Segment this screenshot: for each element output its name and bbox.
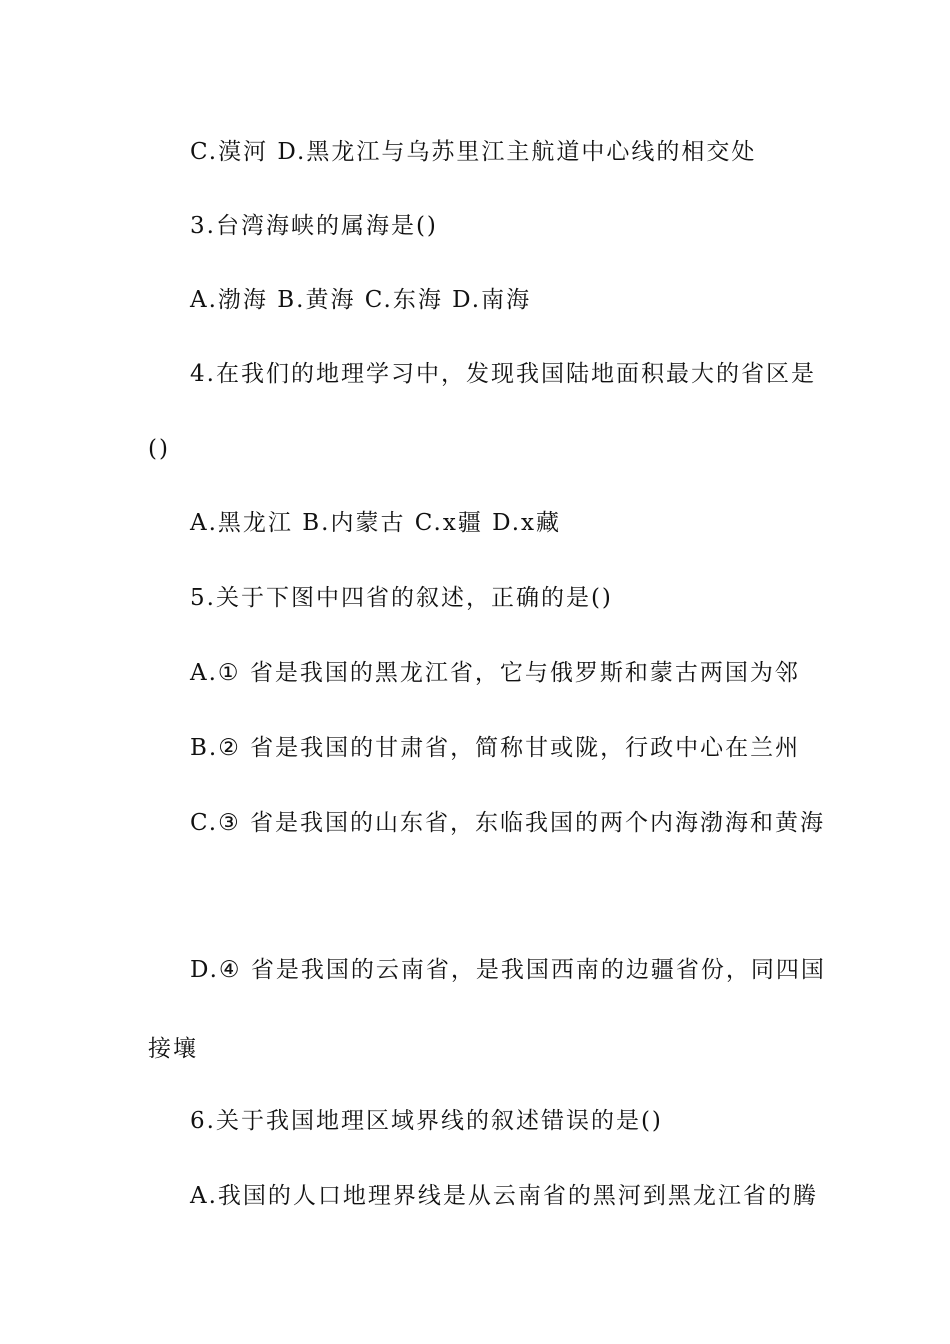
question-5: 5.关于下图中四省的叙述，正确的是() [190,585,613,611]
answer-options-q4: A.黑龙江 B.内蒙古 C.x疆 D.x藏 [190,510,562,536]
question-3: 3.台湾海峡的属海是() [190,213,438,239]
answer-option-q5-a: A.① 省是我国的黑龙江省，它与俄罗斯和蒙古两国为邻 [190,660,800,686]
answer-option-q5-d: D.④ 省是我国的云南省，是我国西南的边疆省份，同四国 [190,957,826,983]
answer-option-q5-c: C.③ 省是我国的山东省，东临我国的两个内海渤海和黄海 [190,810,826,836]
answer-option-line: C.漠河 D.黑龙江与乌苏里江主航道中心线的相交处 [190,139,757,165]
question-6: 6.关于我国地理区域界线的叙述错误的是() [190,1108,663,1134]
question-4-continuation: () [148,436,170,462]
answer-option-q5-b: B.② 省是我国的甘肃省，简称甘或陇，行政中心在兰州 [190,735,801,761]
answer-option-q5-d-continuation: 接壤 [148,1036,198,1062]
answer-options-q3: A.渤海 B.黄海 C.东海 D.南海 [190,287,532,313]
question-4: 4.在我们的地理学习中，发现我国陆地面积最大的省区是 [190,361,816,387]
answer-option-q6-a: A.我国的人口地理界线是从云南省的黑河到黑龙江省的腾 [190,1183,818,1209]
